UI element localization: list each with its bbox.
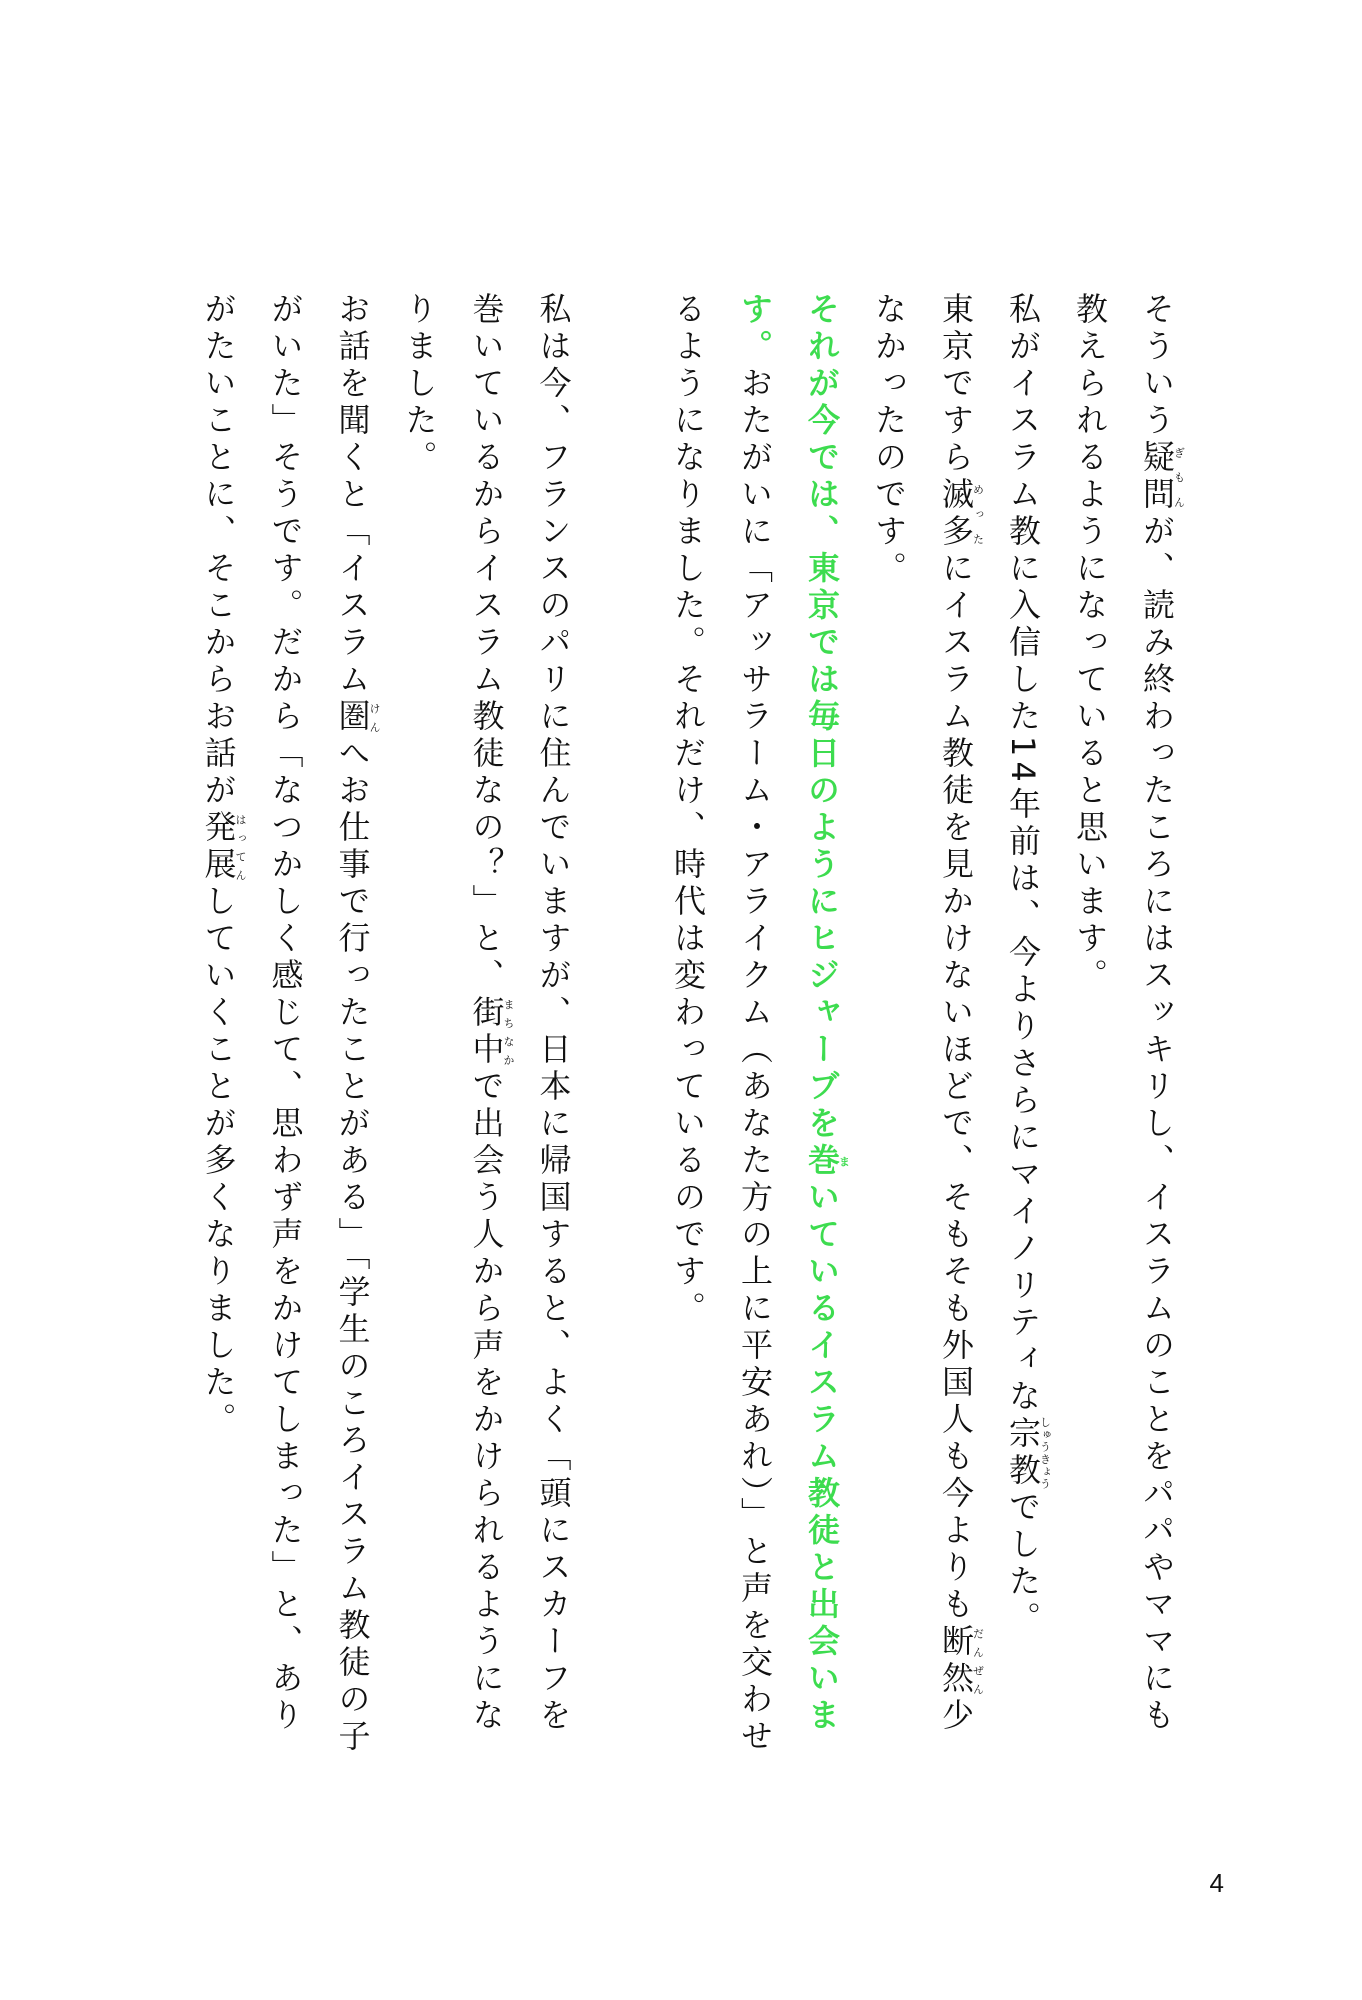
- ruby-gimon: 疑問ぎもん: [1138, 440, 1186, 514]
- paragraph-4: それが今では、東京では毎日のようにヒジャーブを巻まいているイスラム教徒と出会います。おたがいに「アッサラーム・アライクム（あなた方の上に平安あれ）」と声を交わせるようになりました。それだけ、時代は変わっているのです。: [669, 292, 851, 1756]
- paragraph-2: 私がイスラム教に入信した14年前は、今よりさらにマイノリティな宗教しゅうきょうでした。: [1004, 292, 1052, 1638]
- paragraph-3: 東京ですら滅多めったにイスラム教徒を見かけないほどで、そもそも外国人も今よりも断然だんぜん少なかったのです。: [870, 292, 985, 1735]
- ruby-ken: 圏けん: [333, 699, 381, 736]
- page-number: 4: [1209, 1868, 1224, 1898]
- ruby-danzen: 断然だんぜん: [937, 1624, 985, 1698]
- ruby-shukyo: 宗教しゅうきょう: [1004, 1415, 1052, 1490]
- paragraph-1: そういう疑問ぎもんが、読み終わったころにはスッキリし、イスラムのことをパパやママにも教えられるようになっていると思います。: [1071, 292, 1186, 1735]
- paragraph-gap: [587, 292, 655, 1762]
- ruby-ma: 巻ま: [803, 1143, 851, 1180]
- paragraph-5: 私は今、フランスのパリに住んでいますが、日本に帰国すると、よく「頭にスカーフを巻いているからイスラム教徒なの？」と、街中まちなかで出会う人から声をかけられるようになりました。: [400, 292, 573, 1735]
- paragraph-6: お話を聞くと「イスラム圏けんへお仕事で行ったことがある」「学生のころイスラム教徒の子がいた」そうです。だから「なつかしく感じて、思わず声をかけてしまった」と、ありがたいことに、そこからお話が発展はってんしていくことが多くなりました。: [199, 292, 381, 1756]
- ruby-metta: 滅多めった: [937, 477, 985, 551]
- highlighted-sentence: それが今では、東京では毎日のようにヒジャーブを巻まいているイスラム教徒と出会います。: [736, 292, 851, 1735]
- ruby-hatten: 発展はってん: [199, 810, 247, 884]
- ruby-machinaka: 街中まちなか: [467, 995, 515, 1069]
- vertical-body-text: [185, 292, 1191, 1762]
